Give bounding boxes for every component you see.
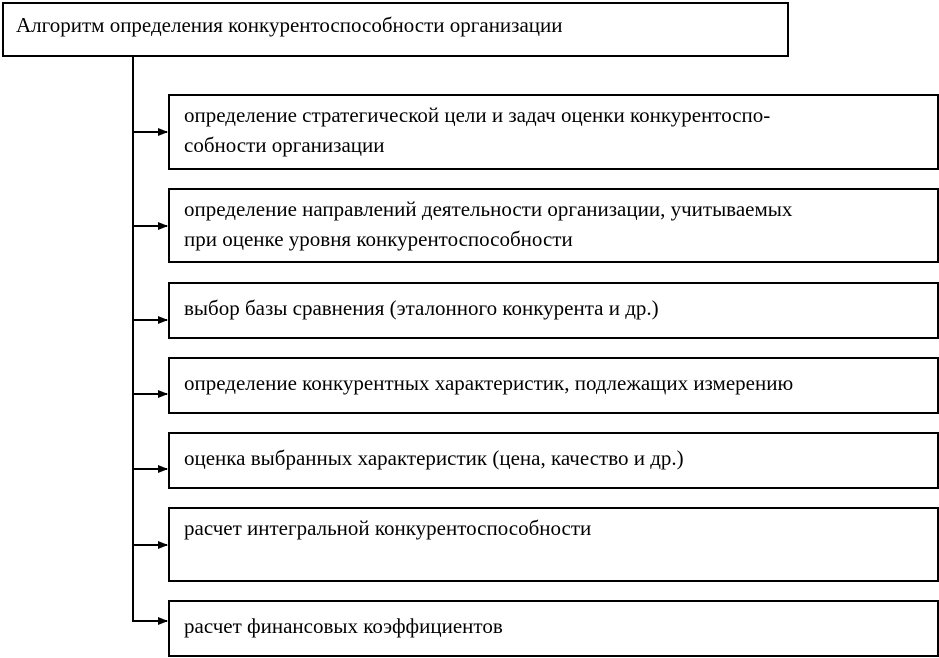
step-2-text-line-2: при оценке уровня конкурентоспособности — [184, 227, 573, 251]
step-box-4 — [168, 357, 939, 414]
step-1-text-line-2: собности организации — [184, 133, 385, 157]
algorithm-title-box — [2, 2, 789, 57]
step-box-1 — [168, 94, 939, 170]
step-box-2 — [168, 188, 939, 263]
step-box-7 — [168, 600, 939, 657]
step-3-text: выбор базы сравнения (эталонного конкурента и др.) — [184, 296, 659, 320]
step-box-6 — [168, 507, 939, 582]
step-1-text-line-1: определение стратегической цели и задач оценки конкурентоспо- — [184, 103, 771, 127]
step-box-5 — [168, 432, 939, 489]
step-5-text: оценка выбранных характеристик (цена, качество и др.) — [184, 446, 684, 470]
step-box-3 — [168, 282, 939, 339]
step-2-text-line-1: определение направлений деятельности организации, учитываемых — [184, 197, 793, 221]
step-6-text: расчет интегральной конкурентоспособности — [184, 516, 592, 540]
step-4-text: определение конкурентных характеристик, подлежащих измерению — [184, 371, 794, 395]
algorithm-title: Алгоритм определения конкурентоспособности организации — [16, 13, 563, 37]
step-7-text: расчет финансовых коэффициентов — [184, 614, 503, 638]
